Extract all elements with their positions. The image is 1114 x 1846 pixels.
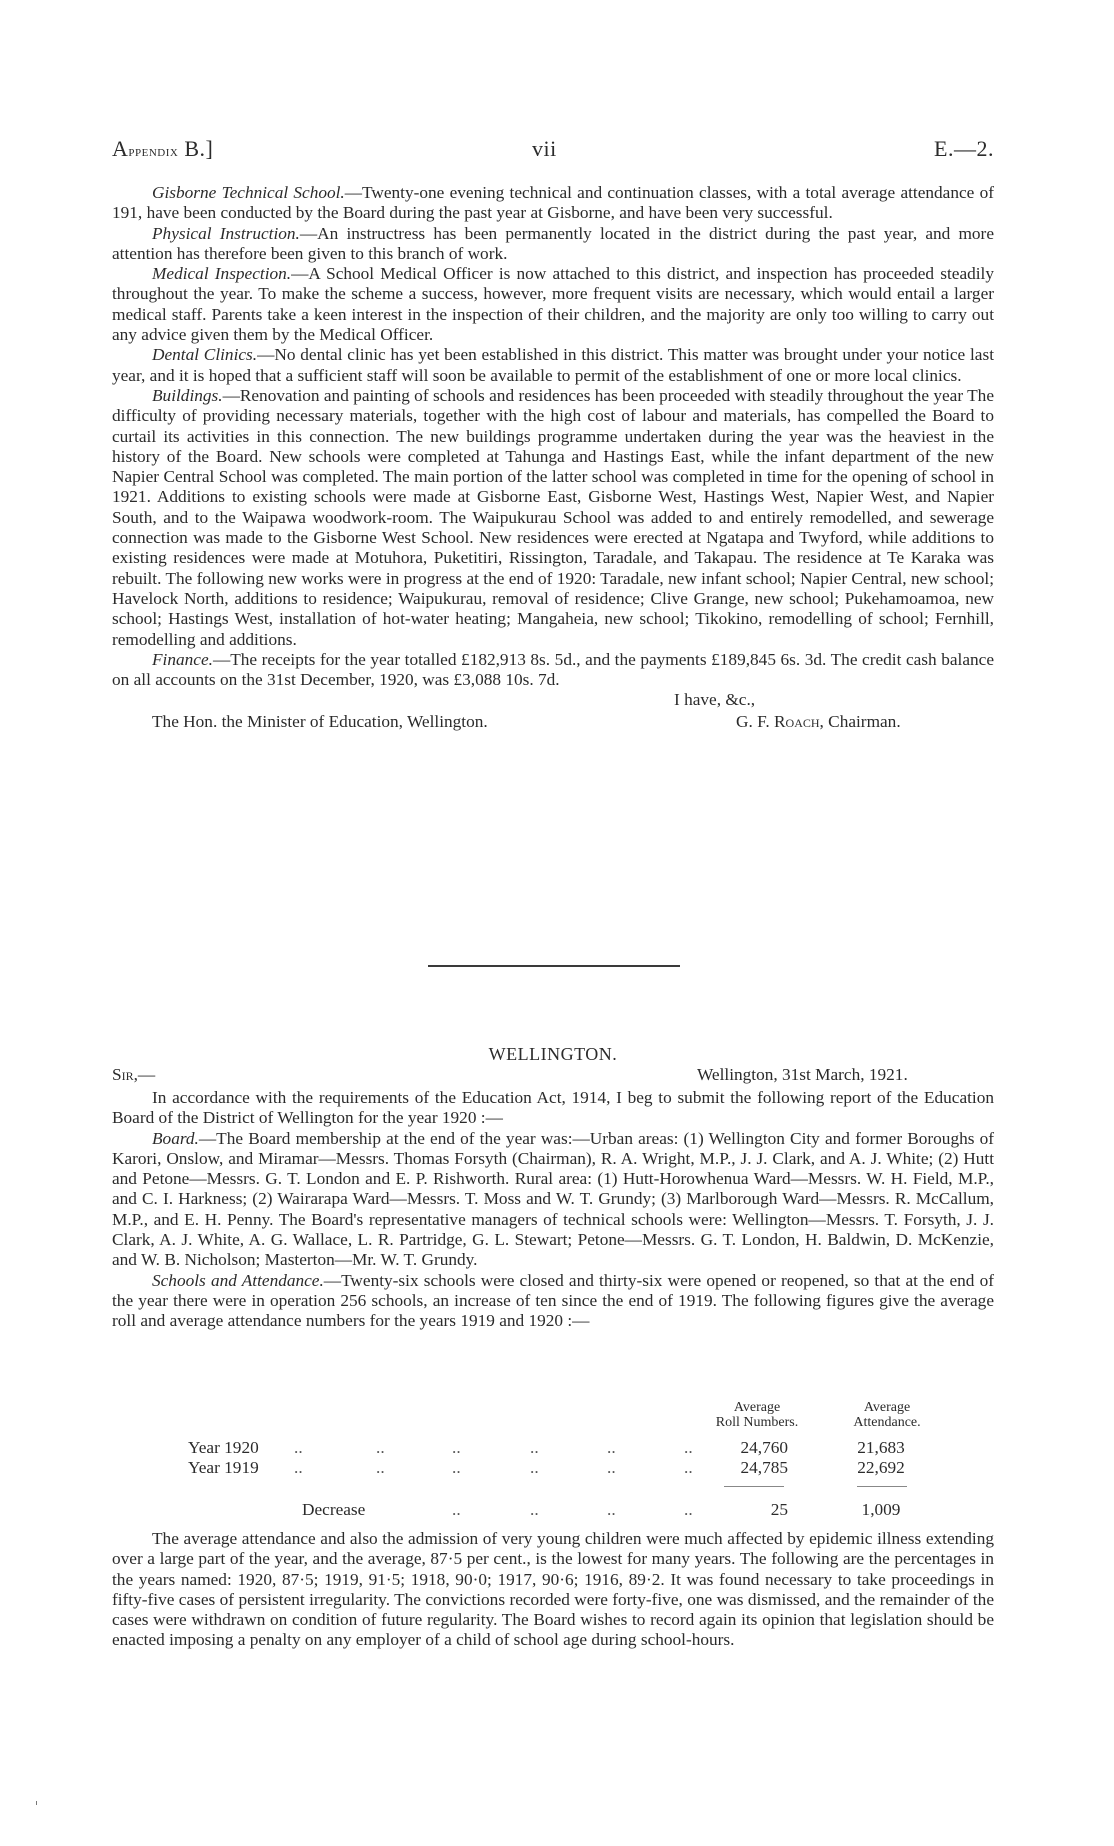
closing-line (112, 690, 994, 710)
closing-formula: I have, &c., (674, 690, 756, 710)
paragraph-buildings: Buildings.—Renovation and painting of schools and residences has been proceeded with steadily throughout the year The difficulty of providing necessary materials, together with the high cost of labour and materials, has compelled the Board to curtail its activities in this connection. The new buildings programme undertaken during the year was the heaviest in the history of the Board. New schools were completed at Tahunga and Hastings East, while the infant department of the new Napier Central School was completed. The main portion of the latter school was completed in time for the opening of school in 1921. Additions to existing schools were made at Gisborne East, Gisborne West, Hastings West, Napier West, and Napier South, and to the Waipawa woodwork-room. The Waipukurau School was added to and entirely remodelled, and sewerage connection was made to the Gisborne West School. New residences were erected at Ngatapa and Twyford, while additions to existing residences were made at Motuhora, Puketitiri, Rissington, Taradale, and Takapau. The residence at Te Karaka was rebuilt. The following new works were in progress at the end of 1920: Taradale, new infant school; Napier Central, new school; Havelock North, additions to residence; Waipukurau, removal of residence; Clive Grange, new school; Pukehamoamoa, new school; Hastings West, installation of hot-water heating; Mangaheia, new school; Tikokino, remodelling of school; Fernhill, remodelling and additions. (112, 385, 994, 649)
paragraph-physical-instruction: Physical Instruction.—An instructress has been permanently located in the district during the past year, and more attention has therefore been given to this branch of work. (112, 223, 994, 263)
attendance-value: 22,692 (857, 1458, 905, 1477)
paragraph-attendance-notes: The average attendance and also the admission of very young children were much affected by epidemic illness extending over a large part of the year, and the average, 87·5 per cent., is the lowest for many years. The following are the percentages in the years named: 1920, 87·5; 1919, 91·5; 1918, 90·0; 1917, 90·6; 1916, 89·2. It was found necessary to take proceedings in fifty-five cases of persistent irregularity. The convictions recorded were forty-five, one was dismissed, and the remainder of the cases were withdrawn on condition of future regularity. The Board wishes to record again its opinion that legislation should be enacted imposing a penalty on any employer of a child of school age during school-hours. (112, 1529, 994, 1650)
roll-value: 24,785 (740, 1458, 788, 1477)
scan-mark (36, 1801, 37, 1805)
attendance-value: 21,683 (857, 1438, 905, 1457)
sum-rule (724, 1486, 784, 1487)
roll-value: 25 (770, 1500, 788, 1519)
table-row: Year 1920 .. .. .. .. .. .. 24,760 21,683 (112, 1438, 994, 1460)
paragraph-intro: In accordance with the requirements of the Education Act, 1914, I beg to submit the following report of the Education Board of the District of Wellington for the year 1920 :— (112, 1088, 994, 1128)
column-header-roll: Average Roll Numbers. (715, 1400, 799, 1430)
salutation: Sir,— (112, 1065, 156, 1084)
hawkes-bay-report-continued (112, 183, 994, 734)
sum-rule (857, 1486, 907, 1487)
row-label: Decrease (302, 1500, 366, 1519)
parliamentary-paper-code: E.—2. (934, 136, 994, 161)
signature-line (112, 712, 994, 734)
dateline: Wellington, 31st March, 1921. (697, 1065, 908, 1084)
addressee: The Hon. the Minister of Education, Wellington. (152, 712, 488, 732)
attendance-value: 1,009 (861, 1500, 901, 1519)
table-row: Year 1919 .. .. .. .. .. .. 24,785 22,692 (112, 1458, 994, 1480)
row-label: Year 1920 (188, 1438, 259, 1457)
paragraph-board: Board.—The Board membership at the end of the year was:—Urban areas: (1) Wellington City and former Boroughs of Karori, Onslow, and Miramar—Messrs. Thomas Forsyth (Chairman), R. A. Wright, M.P., J. J. Clark, and A. J. White; (2) Hutt and Petone—Messrs. G. T. London and E. P. Rishworth. Rural area: (1) Hutt-Horowhenua Ward—Messrs. W. H. Field, M.P., and C. I. Harkness; (2) Wairarapa Ward—Messrs. T. Moss and W. T. Grundy; (3) Marlborough Ward—Messrs. R. McCallum, M.P., and E. H. Penny. The Board's representative managers of technical schools were: Wellington—Messrs. T. Forsyth, J. J. Clark, A. J. White, A. G. Wallace, L. R. Partridge, G. L. Stewart; Petone—Messrs. G. T. London, H. Baldwin, D. McKenzie, and W. B. Nicholson; Masterton—Mr. W. T. Grundy. (112, 1128, 994, 1270)
roll-value: 24,760 (740, 1438, 788, 1457)
paragraph-finance: Finance.—The receipts for the year totalled £182,913 8s. 5d., and the payments £189,845 6s. 3d. The credit cash balance on all accounts on the 31st December, 1920, was £3,088 10s. 7d. (112, 649, 994, 690)
appendix-label: Appendix B.] (112, 136, 214, 161)
wellington-report-continued (112, 1529, 994, 1651)
section-heading-wellington: WELLINGTON. (488, 1044, 618, 1064)
signatory: G. F. Roach, Chairman. (736, 712, 901, 732)
page-number: vii (532, 136, 557, 161)
wellington-report (112, 1088, 994, 1332)
table-total-row: Decrease .. .. .. .. 25 1,009 (112, 1500, 994, 1522)
page-header (112, 136, 994, 166)
paragraph-medical-inspection: Medical Inspection.—A School Medical Officer is now attached to this district, and inspection has proceeded steadily throughout the year. To make the scheme a success, however, more frequent visits are necessary, which would entail a larger medical staff. Parents take a keen interest in the inspection of their children, and the majority are only too willing to carry out any advice given them by the Medical Officer. (112, 264, 994, 345)
paragraph-schools-attendance: Schools and Attendance.—Twenty-six schools were closed and thirty-six were opened or reopened, so that at the end of the year there were in operation 256 schools, an increase of ten since the end of 1919. The following figures give the average roll and average attendance numbers for the years 1919 and 1920 :— (112, 1270, 994, 1331)
paragraph-gisborne-technical: Gisborne Technical School.—Twenty-one evening technical and continuation classes, with a total average attendance of 191, have been conducted by the Board during the past year at Gisborne, and have been very successful. (112, 183, 994, 223)
section-divider (428, 965, 680, 967)
paragraph-dental-clinics: Dental Clinics.—No dental clinic has yet been established in this district. This matter was brought under your notice last year, and it is hoped that a sufficient staff will soon be available to permit of the establishment of one or more local clinics. (112, 345, 994, 385)
salutation-row (112, 1065, 994, 1087)
column-header-attendance: Average Attendance. (853, 1400, 921, 1430)
row-label: Year 1919 (188, 1458, 259, 1477)
